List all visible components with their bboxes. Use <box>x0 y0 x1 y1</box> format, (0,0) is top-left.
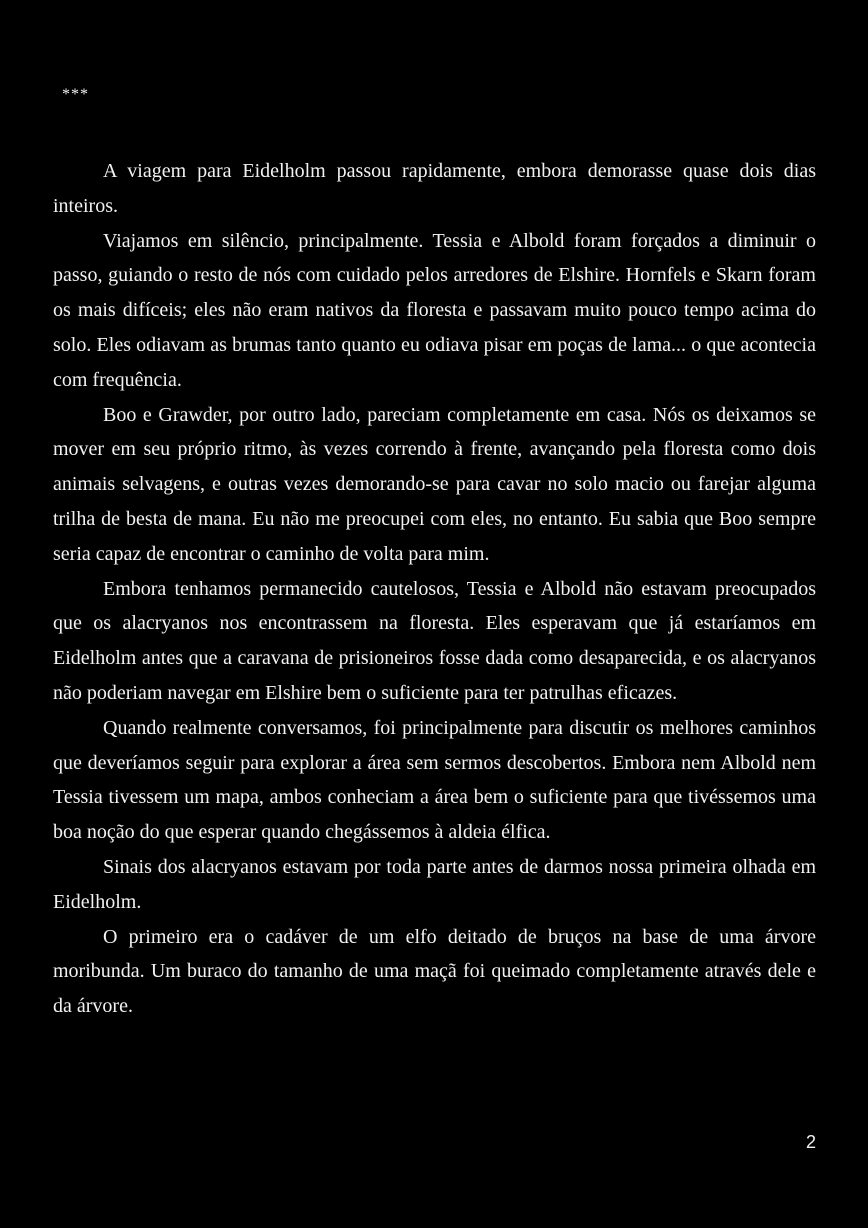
book-page <box>53 0 816 1228</box>
paragraph: Embora tenhamos permanecido cautelosos, Tessia e Albold não estavam preocupados que os alacryanos nos encontrassem na floresta. Eles esperavam que já estaríamos em Eidelholm antes que a caravana de prisioneiros fosse dada como desaparecida, e os alacryanos não poderiam navegar em Elshire bem o suficiente para ter patrulhas eficazes. <box>53 577 816 704</box>
paragraph: Sinais dos alacryanos estavam por toda parte antes de darmos nossa primeira olhada em Eidelholm. <box>53 855 816 913</box>
scene-separator: *** <box>62 86 89 103</box>
paragraph: O primeiro era o cadáver de um elfo deitado de bruços na base de uma árvore moribunda. Um buraco do tamanho de uma maçã foi queimado completamente através dele e da árvore. <box>53 925 816 1018</box>
paragraph: Boo e Grawder, por outro lado, pareciam completamente em casa. Nós os deixamos se mover em seu próprio ritmo, às vezes correndo à frente, avançando pela floresta como dois animais selvagens, e outras vezes demorando-se para cavar no solo macio ou farejar alguma trilha de besta de mana. Eu não me preocupei com eles, no entanto. Eu sabia que Boo sempre seria capaz de encontrar o caminho de volta para mim. <box>53 403 816 565</box>
paragraph: Viajamos em silêncio, principalmente. Tessia e Albold foram forçados a diminuir o passo, guiando o resto de nós com cuidado pelos arredores de Elshire. Hornfels e Skarn foram os mais difíceis; eles não eram nativos da floresta e passavam muito pouco tempo acima do solo. Eles odiavam as brumas tanto quanto eu odiava pisar em poças de lama... o que acontecia com frequência. <box>53 229 816 391</box>
body-text <box>53 154 816 1024</box>
paragraph: A viagem para Eidelholm passou rapidamente, embora demorasse quase dois dias inteiros. <box>53 160 816 217</box>
page-number: 2 <box>805 1132 816 1152</box>
paragraph: Quando realmente conversamos, foi principalmente para discutir os melhores caminhos que deveríamos seguir para explorar a área sem sermos descobertos. Embora nem Albold nem Tessia tivessem um mapa, ambos conheciam a área bem o suficiente para que tivéssemos uma boa noção do que esperar quando chegássemos à aldeia élfica. <box>53 716 816 844</box>
